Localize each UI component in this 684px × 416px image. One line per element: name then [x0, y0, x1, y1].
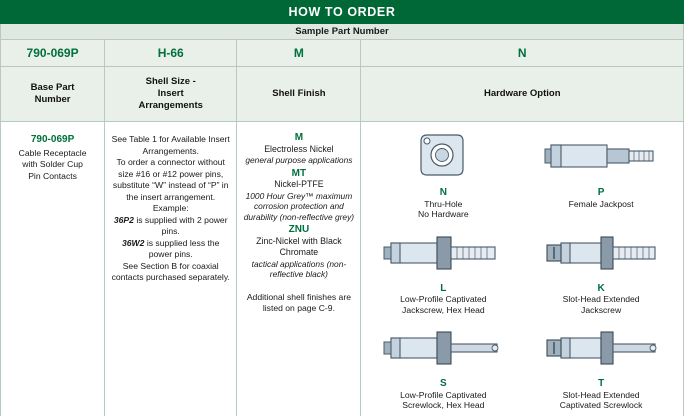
- hardware-label-t-line2: Captivated Screwlock: [559, 400, 643, 410]
- base-part-desc-line2: with Solder Cup: [22, 159, 83, 169]
- column-header-base-part: [1, 67, 105, 122]
- column-header-hardware-option: [361, 67, 684, 122]
- shell-finish-sub-m: general purpose applications: [245, 155, 353, 165]
- hardware-label-n-line2: No Hardware: [418, 209, 469, 219]
- shell-size-table-note: See Table 1 for Available Insert Arrangements.: [111, 134, 230, 156]
- shell-size-example-2-text: is supplied less the power pins.: [144, 237, 220, 259]
- shell-size-example-1: [110, 215, 231, 238]
- shell-finish-sub-mt: 1000 Hour Grey™ maximum corrosion protection and durability (non-reflective grey): [243, 190, 355, 222]
- hardware-option-cell: [361, 122, 684, 416]
- hardware-option-n: [366, 128, 520, 222]
- shell-finish-additional-note: Additional shell finishes are listed on page C-9.: [246, 291, 351, 313]
- female-jackpost-icon: [535, 129, 667, 185]
- shell-finish-code-znu: ZNU: [288, 224, 310, 235]
- slot-head-jackscrew-icon: [535, 225, 667, 281]
- hardware-label-t: [560, 390, 643, 411]
- shell-finish-name-mt: Nickel-PTFE: [274, 179, 324, 189]
- low-profile-screwlock-icon: [377, 320, 509, 376]
- shell-size-example-1-code: 36P2: [113, 214, 134, 225]
- base-part-cell: [1, 122, 105, 416]
- slot-head-screwlock-icon: [535, 320, 667, 376]
- hardware-label-p: [569, 199, 634, 210]
- shell-size-example-2-code: 36W2: [122, 237, 145, 248]
- shell-finish-code-m: M: [294, 132, 304, 143]
- shell-finish-option-znu: [242, 224, 355, 280]
- sample-part-number-row: [1, 40, 684, 67]
- column-header-shell-finish-line1: Shell Finish: [272, 88, 326, 99]
- thru-hole-icon: [407, 129, 479, 185]
- slot-head-screwlock-diagram: [535, 319, 667, 377]
- hardware-label-k-line2: Jackscrew: [581, 304, 622, 315]
- hardware-option-k: [524, 224, 678, 318]
- hardware-label-k-line1: Slot-Head Extended: [562, 294, 640, 304]
- sample-hardware-option: N: [361, 40, 684, 67]
- title-row: [1, 1, 684, 24]
- hardware-label-n: [418, 199, 469, 220]
- low-profile-jackscrew-icon: [377, 225, 509, 281]
- hardware-option-grid: [366, 128, 678, 413]
- shell-finish-name-m: Electroless Nickel: [264, 143, 334, 154]
- hardware-label-t-line1: Slot-Head Extended: [562, 389, 640, 400]
- column-header-base-part-line2: Number: [34, 94, 71, 105]
- hardware-code-l: L: [440, 282, 447, 294]
- hardware-label-s-line2: Screwlock, Hex Head: [402, 400, 485, 410]
- shell-size-coax-note: See Section B for coaxial contacts purchased separately.: [111, 260, 230, 282]
- shell-finish-name-znu: Zinc-Nickel with Black Chromate: [256, 235, 342, 257]
- hardware-option-s: [366, 319, 520, 413]
- slot-head-jackscrew-diagram: [535, 224, 667, 282]
- shell-size-example-1-text: is supplied with 2 power pins.: [133, 214, 228, 236]
- shell-size-cell: [105, 122, 237, 416]
- hardware-code-s: S: [440, 378, 447, 389]
- low-profile-screwlock-diagram: [377, 319, 509, 377]
- hardware-label-l-line1: Low-Profile Captivated: [400, 294, 487, 304]
- thru-hole-diagram: [407, 128, 479, 186]
- shell-finish-option-m: [242, 132, 355, 166]
- page-title: HOW TO ORDER: [1, 1, 684, 24]
- hardware-label-k: [563, 294, 640, 315]
- hardware-label-s: [400, 390, 486, 411]
- base-part-code: 790-069P: [30, 134, 75, 145]
- hardware-option-p: [524, 128, 678, 222]
- hardware-label-l-line2: Jackscrew, Hex Head: [402, 304, 485, 315]
- content-row: [1, 122, 684, 416]
- hardware-label-l: [400, 294, 486, 315]
- column-header-base-part-line1: Base Part: [30, 82, 75, 93]
- base-part-description: [6, 148, 99, 183]
- column-header-row: [1, 67, 684, 122]
- hardware-label-s-line1: Low-Profile Captivated: [400, 389, 487, 400]
- base-part-desc-line1: Cable Receptacle: [18, 147, 87, 158]
- shell-size-example-label: Example:: [152, 203, 189, 213]
- column-header-shell-finish: [237, 67, 361, 122]
- female-jackpost-diagram: [535, 128, 667, 186]
- column-header-shell-size-line1: Shell Size -: [145, 76, 196, 87]
- column-header-shell-size-line2: Insert: [157, 88, 184, 99]
- hardware-code-k: K: [597, 282, 605, 294]
- hardware-code-n: N: [439, 187, 447, 198]
- sample-shell-finish: M: [237, 40, 361, 67]
- sample-base-part: 790-069P: [1, 40, 105, 67]
- base-part-desc-line3: Pin Contacts: [28, 170, 77, 181]
- sample-shell-size: H-66: [105, 40, 237, 67]
- shell-size-example-2: [110, 238, 231, 261]
- hardware-label-p-line1: Female Jackpost: [568, 198, 634, 209]
- sample-part-number-label: Sample Part Number: [1, 24, 684, 40]
- shell-finish-cell: [237, 122, 361, 416]
- hardware-option-t: [524, 319, 678, 413]
- low-profile-jackscrew-diagram: [377, 224, 509, 282]
- shell-size-substitution-note: To order a connector without size #16 or #12 power pins, substitute “W” instead of “P” in the insert arrangement.: [112, 157, 229, 202]
- shell-finish-sub-znu: tactical applications (non-reflective black): [251, 258, 347, 279]
- hardware-label-n-line1: Thru-Hole: [424, 198, 463, 209]
- shell-finish-option-mt: [242, 168, 355, 223]
- column-header-hardware-option-line1: Hardware Option: [483, 88, 561, 99]
- hardware-option-l: [366, 224, 520, 318]
- shell-finish-code-mt: MT: [291, 167, 307, 179]
- column-header-shell-size-line3: Arrangements: [138, 100, 203, 111]
- sample-label-row: [1, 24, 684, 40]
- hardware-code-p: P: [597, 187, 605, 198]
- column-header-shell-size: [105, 67, 237, 122]
- hardware-code-t: T: [598, 378, 605, 389]
